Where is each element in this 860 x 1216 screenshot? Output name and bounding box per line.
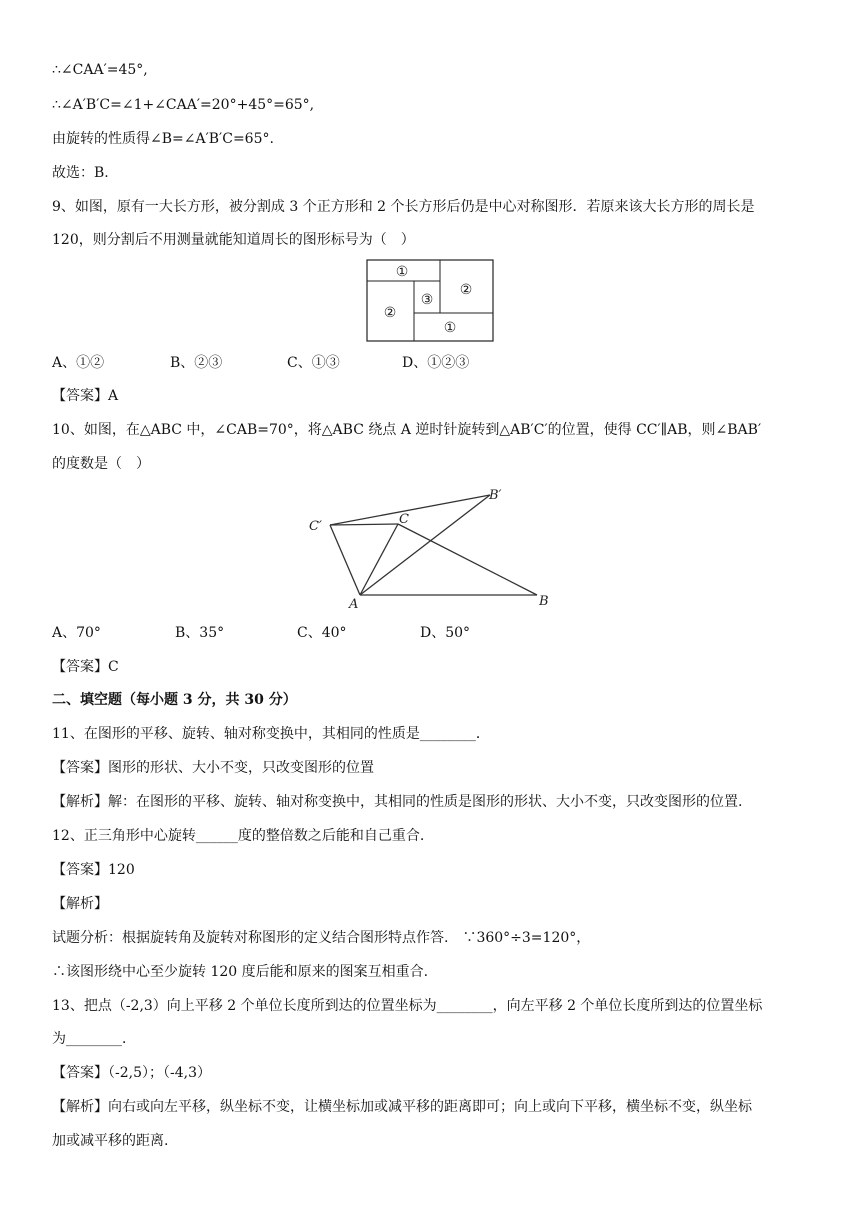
point-label-c-prime: C′ (309, 519, 322, 534)
question-13-line-2: 为________． (52, 1031, 136, 1047)
q9-answer: 【答案】A (52, 388, 119, 404)
question-10-line-2: 的度数是（ ） (52, 456, 150, 472)
region-label-3-center: ③ (420, 292, 434, 308)
question-11: 11、在图形的平移、旋转、轴对称变换中，其相同的性质是________． (52, 726, 490, 742)
solution-line-2: ∴∠A′B′C=∠1+∠CAA′=20°+45°=65°, (52, 97, 315, 113)
point-label-a: A (349, 597, 359, 610)
q9-option-d: D、①②③ (402, 355, 470, 371)
q10-answer: 【答案】C (52, 659, 119, 675)
q9-option-b: B、②③ (170, 355, 223, 371)
question-9-line-2: 120，则分割后不用测量就能知道周长的图形标号为（ ） (52, 232, 415, 248)
question-12: 12、正三角形中心旋转______度的整倍数之后能和自己重合. (52, 828, 425, 844)
section-heading-fill-in: 二、填空题（每小题 3 分，共 30 分） (52, 692, 297, 708)
solution-line-4: 故选：B. (52, 165, 109, 181)
q10-option-c: C、40° (297, 625, 347, 641)
q10-option-d: D、50° (420, 625, 471, 641)
solution-line-3: 由旋转的性质得∠B=∠A′B′C=65°. (52, 131, 274, 147)
question-13-line-1: 13、把点（-2,3）向上平移 2 个单位长度所到达的位置坐标为________，向左平移 2 个单位长度所到达的位置坐标 (52, 998, 763, 1014)
point-label-b-prime: B′ (489, 488, 502, 503)
region-label-2-right: ② (459, 282, 473, 298)
region-label-2-left: ② (383, 305, 397, 321)
q13-explanation-line-1: 【解析】向右或向左平移，纵坐标不变，让横坐标加或减平移的距离即可；向上或向下平移，横坐标不变，纵坐标 (52, 1099, 752, 1115)
q12-explanation-line-1: 试题分析：根据旋转角及旋转对称图形的定义结合图形特点作答. ∵360°÷3=120°， (52, 930, 591, 946)
q10-option-b: B、35° (175, 625, 225, 641)
q11-answer: 【答案】图形的形状、大小不变，只改变图形的位置 (52, 760, 374, 776)
q13-answer: 【答案】（-2,5）；（-4,3） (52, 1065, 211, 1081)
rotated-triangle-figure (305, 485, 565, 610)
point-label-b: B (539, 594, 549, 609)
rectangle-partition-figure (362, 255, 502, 350)
q12-answer: 【答案】120 (52, 862, 135, 878)
q9-option-a: A、①② (52, 355, 105, 371)
solution-line-1: ∴∠CAA′=45°, (52, 62, 148, 78)
q10-option-a: A、70° (52, 625, 101, 641)
question-9-line-1: 9、如图，原有一大长方形，被分割成 3 个正方形和 2 个长方形后仍是中心对称图形．若原来该大长方形的周长是 (52, 199, 755, 215)
region-label-1-bottom: ① (443, 320, 457, 336)
region-label-1-top: ① (395, 264, 409, 280)
q12-explanation-heading: 【解析】 (52, 896, 108, 912)
q12-explanation-line-2: ∴该图形绕中心至少旋转 120 度后能和原来的图案互相重合. (52, 964, 429, 980)
q9-option-c: C、①③ (287, 355, 340, 371)
q11-explanation: 【解析】解：在图形的平移、旋转、轴对称变换中，其相同的性质是图形的形状、大小不变，只改变图形的位置. (52, 794, 743, 810)
q13-explanation-line-2: 加或减平移的距离. (52, 1133, 169, 1149)
question-10-line-1: 10、如图，在△ABC 中，∠CAB=70°，将△ABC 绕点 A 逆时针旋转到△AB′C′的位置，使得 CC′∥AB，则∠BAB′ (52, 422, 762, 438)
point-label-c: C (399, 512, 409, 527)
